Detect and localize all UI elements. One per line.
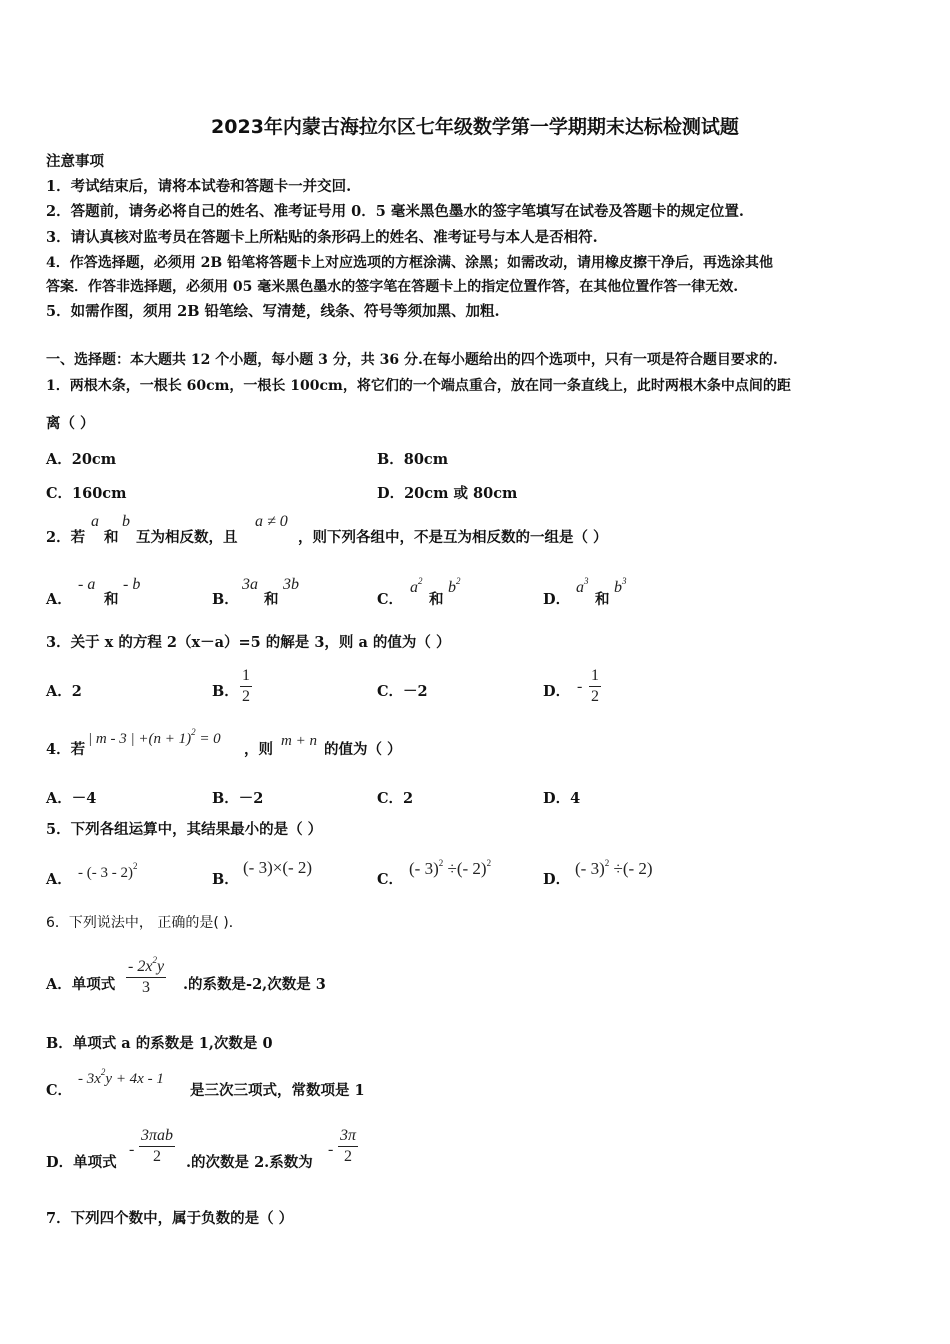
q6-option-c-label: C． [46,1082,73,1099]
q5-option-c-label: C． [377,871,404,888]
q4-option-b: B．－2 [212,790,264,807]
q1-option-b: B．80cm [377,451,449,468]
q1-stem-line2: 离（ ） [46,415,95,432]
q6-stem: 6．下列说法中， 正确的是( )． [46,915,243,931]
q6-option-d-minus2: - [328,1141,334,1158]
q3-option-a: A．2 [46,683,82,700]
q3-option-c: C．－2 [377,683,428,700]
q5-option-a-label: A． [46,871,72,888]
q6-option-d-text: .的次数是 2.系数为 [186,1154,313,1171]
q2-option-c-and: 和 [429,591,444,608]
q2-symbol-b: b [122,513,130,530]
q1-option-c: C．160cm [46,485,127,502]
q5-option-b-expr: (- 3)×(- 2) [243,858,313,877]
q2-option-c-expr2: $b^2$ [448,576,461,596]
q4-equation: | m - 3 | $+(n + 1)^2 = 0$ [88,727,221,747]
q6-option-d-fraction2: $\frac{3\pi}{2}$ [340,1127,357,1165]
q5-option-c-expr: (- 3)$^2$ ÷(- 2)$^2$ [409,858,492,878]
q3-option-d-fraction: $\frac{1}{2}$ [591,667,599,705]
q6-option-b: B．单项式 a 的系数是 1,次数是 0 [46,1035,273,1052]
q2-option-b-expr2: 3b [283,576,299,593]
q2-option-c-expr1: $a^2$ [410,576,423,596]
q5-option-b-label: B． [212,871,239,888]
q6-option-d-minus1: - [129,1141,135,1158]
q4-option-c: C．2 [377,790,414,807]
q2-option-d-expr1: $a^3$ [576,576,589,596]
q2-condition: a ≠ 0 [255,513,288,530]
q2-option-d-expr2: $b^3$ [614,576,627,596]
q4-stem-prefix: 4．若 [46,741,86,758]
q6-option-d-fraction1: 3πab 2 [141,1127,174,1165]
notice-item: 答案．作答非选择题，必须用 05 毫米黑色墨水的签字笔在答题卡上的指定位置作答，在其他位置作答一律无效. [46,279,739,295]
q3-option-b-label: B． [212,683,239,700]
q3-stem: 3．关于 x 的方程 2（x－a）=5 的解是 3，则 a 的值为（ ） [46,634,451,651]
q2-option-a-expr1: - a [78,576,96,593]
q6-option-a-label: A．单项式 [46,976,116,993]
q2-option-b-and: 和 [264,591,279,608]
q4-option-a: A．－4 [46,790,97,807]
q4-option-d: D．4 [543,790,581,807]
q2-stem-prefix: 2．若 [46,529,86,546]
q2-and: 和 [104,529,119,546]
q4-stem-suffix: 的值为（ ） [324,741,402,758]
q2-option-a-and: 和 [104,591,119,608]
q6-option-c-expr: - $3x^2y + 4x - 1$ [78,1067,164,1087]
section-heading: 一、选择题：本大题共 12 个小题，每小题 3 分，共 36 分.在每小题给出的四个选项中，只有一项是符合题目要求的. [46,352,778,368]
q2-option-b-label: B． [212,591,239,608]
q3-option-d-minus: - [577,678,583,695]
q6-option-a-text: .的系数是-2,次数是 3 [183,976,326,993]
page-title: 2023年内蒙古海拉尔区七年级数学第一学期期末达标检测试题 [211,116,739,138]
notice-item: 5．如需作图，须用 2B 铅笔绘、写清楚，线条、符号等须加黑、加粗. [46,303,500,320]
q2-option-c-label: C． [377,591,404,608]
q6-option-d-label: D．单项式 [46,1154,117,1171]
q2-symbol-a: a [91,513,99,530]
q2-option-d-label: D． [543,591,571,608]
q5-option-d-expr: (- 3)$^2$ ÷(- 2) [575,858,653,878]
notice-item: 4．作答选择题，必须用 2B 铅笔将答题卡上对应选项的方框涂满、涂黑；如需改动，请用橡皮擦干净后，再选涂其他 [46,255,774,271]
q2-option-a-label: A． [46,591,72,608]
q6-option-c-text: 是三次三项式，常数项是 1 [190,1082,365,1099]
q2-option-d-and: 和 [595,591,610,608]
notice-item: 3．请认真核对监考员在答题卡上所粘贴的条形码上的姓名、准考证号与本人是否相符. [46,229,598,246]
q1-option-a: A．20cm [46,451,117,468]
q2-option-a-expr2: - b [123,576,141,593]
q7-stem: 7．下列四个数中，属于负数的是（ ） [46,1210,294,1227]
q2-stem-mid: 互为相反数，且 [136,529,238,546]
q1-option-d: D．20cm 或 80cm [377,485,518,502]
q3-option-d-label: D． [543,683,571,700]
notice-item: 1．考试结束后，请将本试卷和答题卡一并交回. [46,178,352,195]
q2-stem-suffix: ，则下列各组中，不是互为相反数的一组是（ ） [298,529,608,546]
q2-option-b-expr1: 3a [242,576,258,593]
q5-option-a-expr: - (- 3 - 2)$^2$ [78,861,138,881]
q4-stem-mid: ，则 [244,741,273,758]
q5-stem: 5．下列各组运算中，其结果最小的是（ ） [46,821,323,838]
q4-expression: m + n [281,733,317,749]
q1-stem-line1: 1．两根木条，一根长 60cm，一根长 100cm，将它们的一个端点重合，放在同一条直线上，此时两根木条中点间的距 [46,378,791,394]
notice-heading: 注意事项 [46,153,104,170]
q3-option-b-fraction: $\frac{1}{2}$ [242,667,250,705]
q5-option-d-label: D． [543,871,571,888]
notice-item: 2．答题前，请务必将自己的姓名、准考证号用 0．5 毫米黑色墨水的签字笔填写在试卷及答题卡的规定位置. [46,203,744,220]
q6-option-a-fraction: $\frac{- 2x^2y}{3}$ [126,950,166,998]
